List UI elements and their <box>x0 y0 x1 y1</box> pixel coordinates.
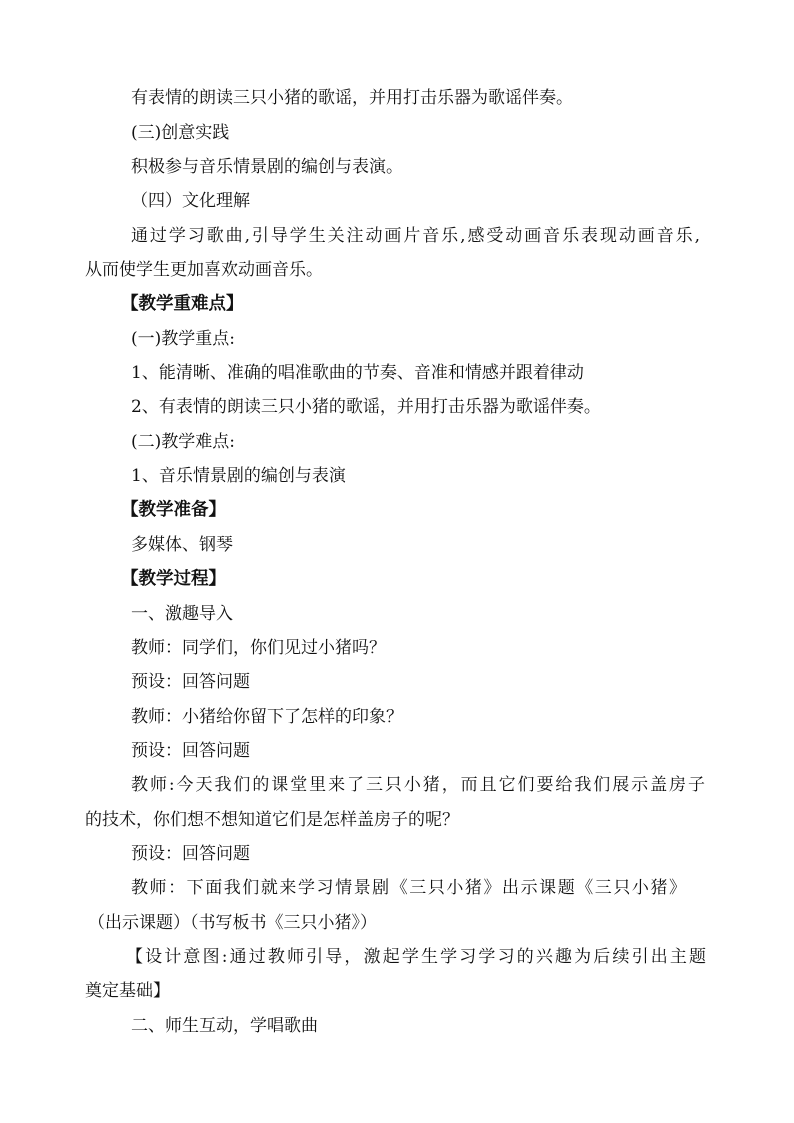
dialogue-line: 教师:今天我们的课堂里来了三只小猪，而且它们要给我们展示盖房子 <box>131 775 705 795</box>
dialogue-line: 预设：回答问题 <box>131 844 250 864</box>
dialogue-line: 预设：回答问题 <box>131 672 250 692</box>
section-title: 【教学过程】 <box>121 569 226 589</box>
list-item: 1、能清晰、准确的唱准歌曲的节奏、音准和情感并跟着律动 <box>131 363 584 383</box>
dialogue-line: （出示课题）（书写板书《三只小猪》） <box>88 913 377 933</box>
list-item: 2、有表情的朗读三只小猪的歌谣，并用打击乐器为歌谣伴奏。 <box>131 397 601 417</box>
section-heading: (三)创意实践 <box>131 123 230 143</box>
section-title: 【教学准备】 <box>121 500 226 520</box>
design-intent-line: 【设计意图:通过教师引导，激起学生学习学习的兴趣为后续引出主题 <box>126 947 706 967</box>
section-heading: （四）文化理解 <box>131 191 250 211</box>
list-item: 1、音乐情景剧的编创与表演 <box>131 466 346 486</box>
dialogue-line: 教师：同学们，你们见过小猪吗？ <box>131 638 386 658</box>
section-heading: (二)教学难点: <box>131 432 235 452</box>
section-heading: 二、师生互动，学唱歌曲 <box>131 1016 318 1036</box>
dialogue-line: 的技术，你们想不想知道它们是怎样盖房子的呢？ <box>85 810 459 830</box>
paragraph-line: 有表情的朗读三只小猪的歌谣，并用打击乐器为歌谣伴奏。 <box>131 88 573 108</box>
section-heading: (一)教学重点: <box>131 329 235 349</box>
design-intent-line: 奠定基础】 <box>85 981 170 1001</box>
dialogue-line: 教师：下面我们就来学习情景剧《三只小猪》出示课题《三只小猪》 <box>131 878 686 898</box>
dialogue-line: 教师：小猪给你留下了怎样的印象？ <box>131 707 403 727</box>
section-heading: 一、激趣导入 <box>131 604 233 624</box>
paragraph-line: 从而使学生更加喜欢动画音乐。 <box>85 260 323 280</box>
paragraph-line: 多媒体、钢琴 <box>131 535 233 555</box>
section-title: 【教学重难点】 <box>121 294 244 314</box>
paragraph-line: 积极参与音乐情景剧的编创与表演。 <box>131 157 403 177</box>
paragraph-line: 通过学习歌曲,引导学生关注动画片音乐,感受动画音乐表现动画音乐, <box>131 226 700 246</box>
dialogue-line: 预设：回答问题 <box>131 741 250 761</box>
